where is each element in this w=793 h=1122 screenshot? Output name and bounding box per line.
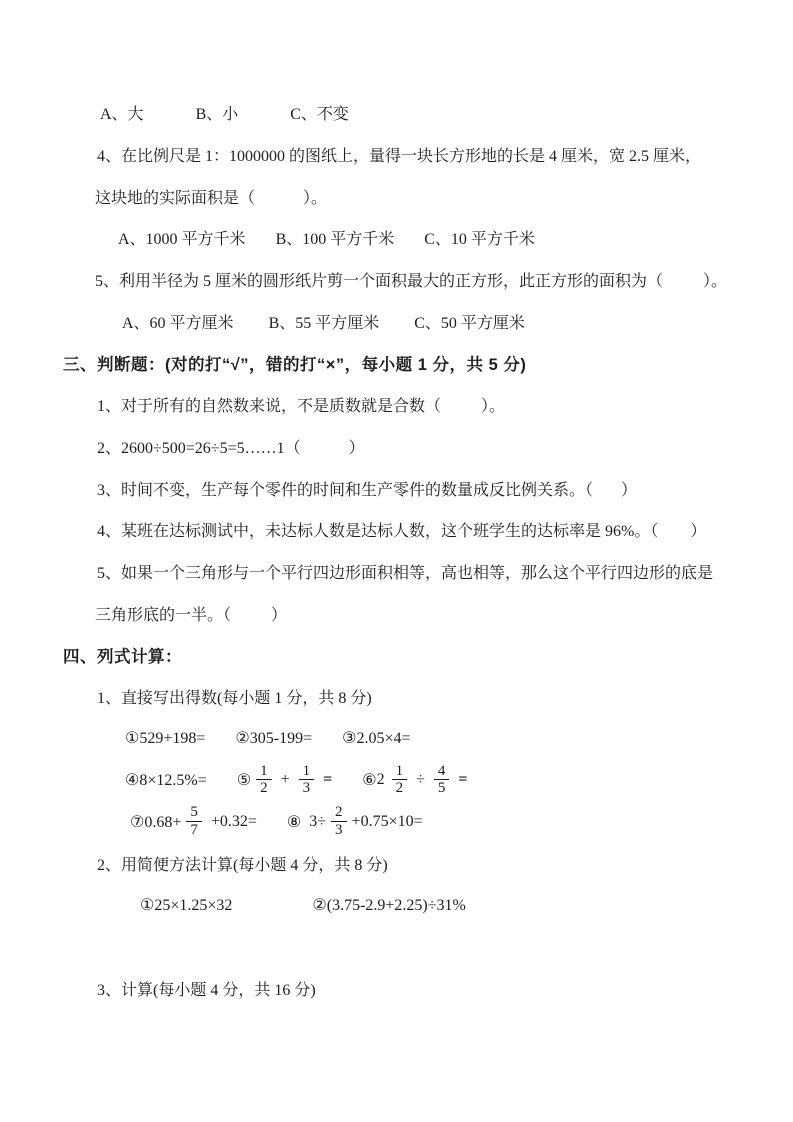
equals-sign: = <box>323 770 333 788</box>
mc-q4-text: 4、在比例尺是 1：1000000 的图纸上，量得一块长方形地的长是 4 厘米，宽 2.5 厘米， <box>97 148 702 166</box>
fraction-four-fifths <box>434 763 450 798</box>
calc-item-8-suffix: +0.75×10= <box>351 812 423 830</box>
mc-q3-options-row <box>100 92 773 134</box>
working-space <box>63 926 773 968</box>
judge-item-5-line1 <box>97 551 773 593</box>
calc-part3-title: 3、计算(每小题 4 分，共 16 分) <box>97 981 316 999</box>
calc-part2-item-2: ②(3.75-2.9+2.25)÷31% <box>312 896 466 914</box>
calc-part3-title-line <box>97 967 773 1009</box>
calc-part1-row3 <box>130 801 773 843</box>
judge-item-5-line2 <box>95 592 773 634</box>
section3-heading: 三、判断题：(对的打“√”，错的打“×”，每小题 1 分，共 5 分) <box>63 355 527 374</box>
judge-item-1-text: 1、对于所有的自然数来说，不是质数就是合数（ ）。 <box>97 398 506 416</box>
calc-part1-title-line <box>97 676 773 718</box>
fraction-numerator: 1 <box>260 762 268 779</box>
mixed-number-whole: 2 <box>376 770 385 788</box>
judge-item-2 <box>97 426 773 468</box>
judge-item-4 <box>97 509 773 551</box>
fraction-numerator: 4 <box>437 762 446 779</box>
mc-q3-option-c: C、不变 <box>290 106 349 124</box>
fraction-denominator: 3 <box>299 779 315 797</box>
fraction-denominator: 3 <box>331 821 347 839</box>
fraction-numerator: 5 <box>190 804 198 821</box>
equals-sign: = <box>458 770 468 788</box>
mc-q3-option-a: A、大 <box>100 106 144 124</box>
judge-item-1 <box>97 384 773 426</box>
judge-item-2-text: 2、2600÷500=26÷5=5……1（ ） <box>97 439 365 457</box>
fraction-one-half <box>392 763 408 798</box>
calc-item-8-number: ⑧ <box>286 813 306 831</box>
calc-part2-row <box>140 884 773 926</box>
section4-heading-line <box>63 634 773 676</box>
calc-item-5-number: ⑤ <box>236 771 252 789</box>
divide-operator: ÷ <box>416 770 425 788</box>
calc-item-8-prefix: 3÷ <box>305 812 327 830</box>
mc-q3-option-b: B、小 <box>195 106 239 124</box>
calc-item-8 <box>287 804 423 839</box>
fraction-one-third <box>299 763 315 798</box>
calc-part1-row1 <box>125 717 773 759</box>
calc-item-3: ③2.05×4= <box>342 730 411 748</box>
judge-item-5-text2: 三角形底的一半。（ ） <box>95 606 288 624</box>
calc-item-2: ②305-199= <box>235 730 313 748</box>
mc-q5-option-a: A、60 平方厘米 <box>122 314 234 332</box>
calc-item-7-suffix: +0.32= <box>206 812 257 830</box>
judge-item-3 <box>97 467 773 509</box>
judge-item-3-text: 3、时间不变，生产每个零件的时间和生产零件的数量成反比例关系。（ ） <box>97 481 638 499</box>
calc-part1-row2 <box>125 759 773 801</box>
calc-part2-title: 2、用简便方法计算(每小题 4 分，共 8 分) <box>97 856 388 874</box>
mc-q4-option-b: B、100 平方千米 <box>275 231 395 249</box>
mc-q5-text: 5、利用半径为 5 厘米的圆形纸片剪一个面积最大的正方形，此正方形的面积为（ ）。 <box>95 273 728 291</box>
mc-q5-options-row <box>122 300 773 342</box>
mc-q5-option-c: C、50 平方厘米 <box>414 314 525 332</box>
mc-q4-text-line1 <box>97 134 773 176</box>
fraction-two-thirds <box>331 804 347 839</box>
fraction-numerator: 1 <box>302 762 311 779</box>
fraction-denominator: 5 <box>434 779 450 797</box>
mc-q4-text-cont: 这块地的实际面积是（ ）。 <box>95 189 328 207</box>
fraction-five-sevenths <box>186 804 202 839</box>
calc-item-7 <box>130 804 257 839</box>
section3-heading-line <box>63 342 773 384</box>
fraction-one-half <box>256 763 272 798</box>
judge-item-4-text: 4、某班在达标测试中，未达标人数是达标人数，这个班学生的达标率是 96%。（ ） <box>97 523 707 541</box>
judge-item-5-text1: 5、如果一个三角形与一个平行四边形面积相等，高也相等，那么这个平行四边形的底是 <box>97 564 714 582</box>
fraction-numerator: 2 <box>335 804 343 821</box>
mc-q5-text-line <box>95 259 773 301</box>
fraction-denominator: 2 <box>256 779 272 797</box>
calc-item-7-prefix: ⑦0.68+ <box>130 813 182 831</box>
calc-item-4 <box>125 770 207 790</box>
mc-q4-option-c: C、10 平方千米 <box>424 231 535 249</box>
calc-part2-title-line <box>97 842 773 884</box>
mc-q4-options-row <box>118 217 773 259</box>
mc-q4-option-a: A、1000 平方千米 <box>118 231 246 249</box>
section4-heading: 四、列式计算： <box>63 647 182 666</box>
calc-item-1: ①529+198= <box>125 730 206 748</box>
calc-item-6 <box>362 763 467 798</box>
plus-operator: + <box>280 770 290 788</box>
calc-part1-title: 1、直接写出得数(每小题 1 分，共 8 分) <box>97 689 372 707</box>
calc-item-6-number: ⑥ <box>362 771 377 789</box>
fraction-denominator: 2 <box>392 779 408 797</box>
fraction-numerator: 1 <box>395 762 404 779</box>
mc-q5-option-b: B、55 平方厘米 <box>268 314 380 332</box>
page-content <box>63 92 773 1009</box>
mc-q4-text-line2 <box>95 175 773 217</box>
calc-item-4-text: ④8×12.5%= <box>125 771 207 789</box>
calc-item-5 <box>237 763 333 798</box>
fraction-denominator: 7 <box>186 821 202 839</box>
calc-part2-item-1: ①25×1.25×32 <box>140 896 233 914</box>
